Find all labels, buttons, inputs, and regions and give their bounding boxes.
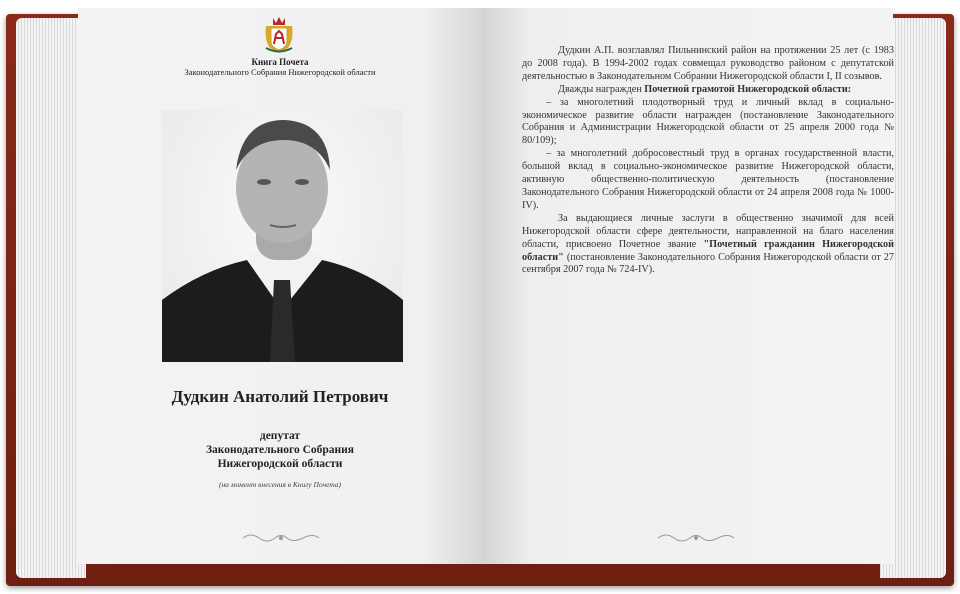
bio-paragraph (522, 84, 894, 97)
book-subtitle: Законодательного Собрания Нижегородской области (184, 67, 376, 77)
ornament-icon (241, 531, 321, 545)
bio-paragraph: Дудкин А.П. возглавлял Пильнинский район на протяжении 25 лет (с 1983 до 2008 года). В 1994-2002 годах совмещал руководство районом с депутатской деятельностью в Законодательном Собрании Нижегородской области I, II созывов. (522, 45, 894, 82)
position-line: Нижегородской области (217, 458, 343, 470)
bio-bold: "Почетный гражданин Нижегородской области" (522, 238, 894, 263)
bio-paragraph (522, 213, 894, 278)
entry-note: (на момент внесения в Книгу Почета) (218, 480, 342, 489)
bio-text: Дважды награжден (558, 83, 645, 95)
left-page-stack (16, 18, 86, 578)
bio-bold: Почетной грамотой Нижегородской области: (644, 83, 852, 95)
biography-text (522, 45, 894, 277)
bio-paragraph: – за многолетний плодотворный труд и личный вклад в социально-экономическое развитие области награжден (постановление Законодательного Собрания и Администрации Нижегородской области от 25 апреля 2000 года № 80/109); (522, 96, 894, 147)
person-position (120, 429, 440, 471)
book-header (150, 57, 410, 77)
ornament-icon (656, 531, 736, 545)
bio-text: (постановление Законодательного Собрания Нижегородской области от 27 сентября 2007 года № 724-IV). (522, 251, 894, 276)
coat-of-arms-icon (262, 14, 296, 54)
position-line: Законодательного Собрания (205, 444, 354, 456)
book-title: Книга Почета (251, 57, 309, 67)
bio-paragraph: – за многолетний добросовестный труд в органах государственной власти, большой вклад в социально-экономическое развитие Нижегородской области, активную общественно-политическую деятельность (постановление Законодательного Собрания Нижегородской области от 24 апреля 2008 года № 1000-IV). (522, 148, 894, 211)
position-line: депутат (259, 430, 301, 442)
bio-text: За выдающиеся личные заслуги в общественно значимой для всей Нижегородской области сфере деятельности, направленной на благо населения области, присвоено Почетное звание (522, 212, 894, 250)
person-name: Дудкин Анатолий Петрович (171, 387, 389, 406)
portrait-photo (162, 110, 403, 362)
